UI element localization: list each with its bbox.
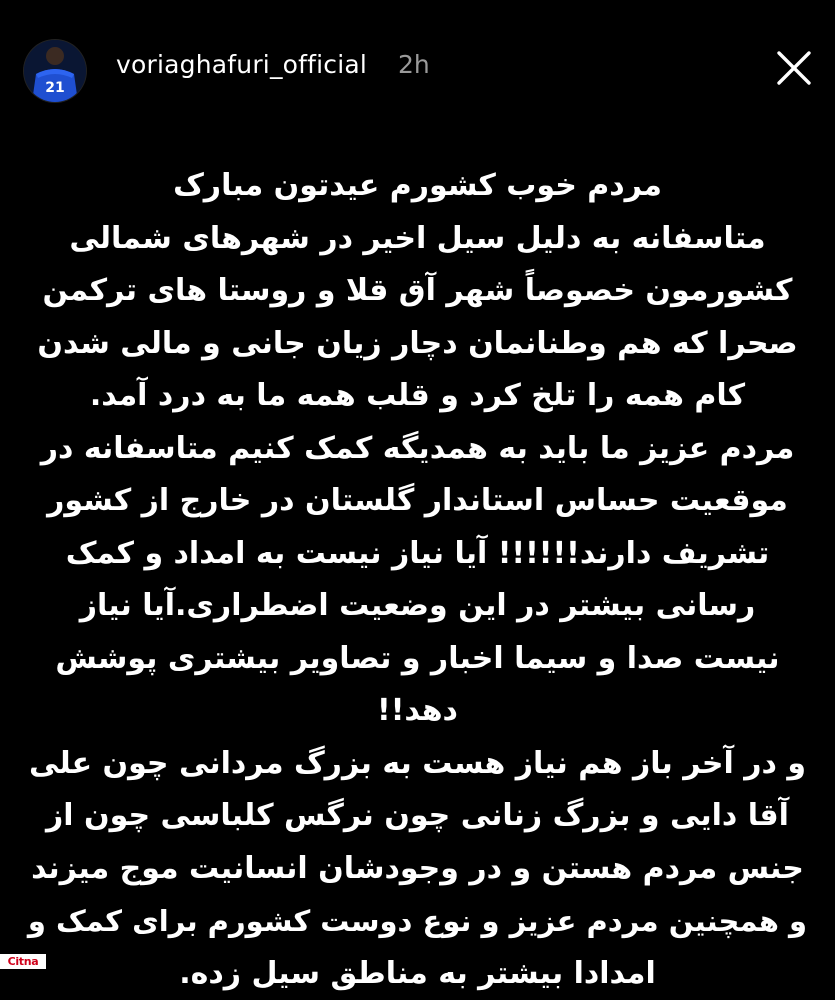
story-text-line: جنس مردم هستن و در وجودشان انسانیت موج میزند [20, 843, 815, 896]
story-text-line: و همچنین مردم عزیز و نوع دوست کشورم برای کمک و [20, 895, 815, 948]
watermark-logo: Citna [0, 954, 46, 969]
username[interactable]: voriaghafuri_official [116, 50, 367, 79]
story-text-line: و در آخر باز هم نیاز هست به بزرگ مردانی چون علی [20, 738, 815, 791]
story-text-line: رسانی بیشتر در این وضعیت اضطراری.آیا نیاز [20, 580, 815, 633]
story-header [0, 0, 835, 140]
story-text-line: موقعیت حساس استاندار گلستان در خارج از کشور [20, 475, 815, 528]
story-text-line: کام همه را تلخ کرد و قلب همه ما به درد آمد. [20, 370, 815, 423]
story-text-line: مردم عزیز ما باید به همدیگه کمک کنیم متاسفانه در [20, 423, 815, 476]
story-text-line: آقا دایی و بزرگ زنانی چون نرگس کلباسی چون از [20, 790, 815, 843]
story-text-line: صحرا که هم وطنانمان دچار زیان جانی و مالی شدن [20, 318, 815, 371]
story-text-line: امدادا بیشتر به مناطق سیل زده. [20, 948, 815, 1000]
story-text-block [20, 160, 815, 1000]
story-text-line: تشریف دارند!!!!!! آیا نیاز نیست به امداد و کمک [20, 528, 815, 581]
post-time: 2h [398, 50, 430, 79]
close-button[interactable] [772, 46, 816, 90]
story-text-line: مردم خوب کشورم عیدتون مبارک [20, 160, 815, 213]
story-text-line: نیست صدا و سیما اخبار و تصاویر بیشتری پوشش [20, 633, 815, 686]
avatar-jersey-number: 21 [45, 80, 64, 96]
avatar[interactable] [24, 40, 86, 102]
avatar-image [24, 40, 86, 102]
story-text-line: دهد!! [20, 685, 815, 738]
story-text-line: متاسفانه به دلیل سیل اخیر در شهرهای شمالی [20, 213, 815, 266]
story-text-line: کشورمون خصوصاً شهر آق قلا و روستا های ترکمن [20, 265, 815, 318]
close-icon [772, 46, 816, 90]
